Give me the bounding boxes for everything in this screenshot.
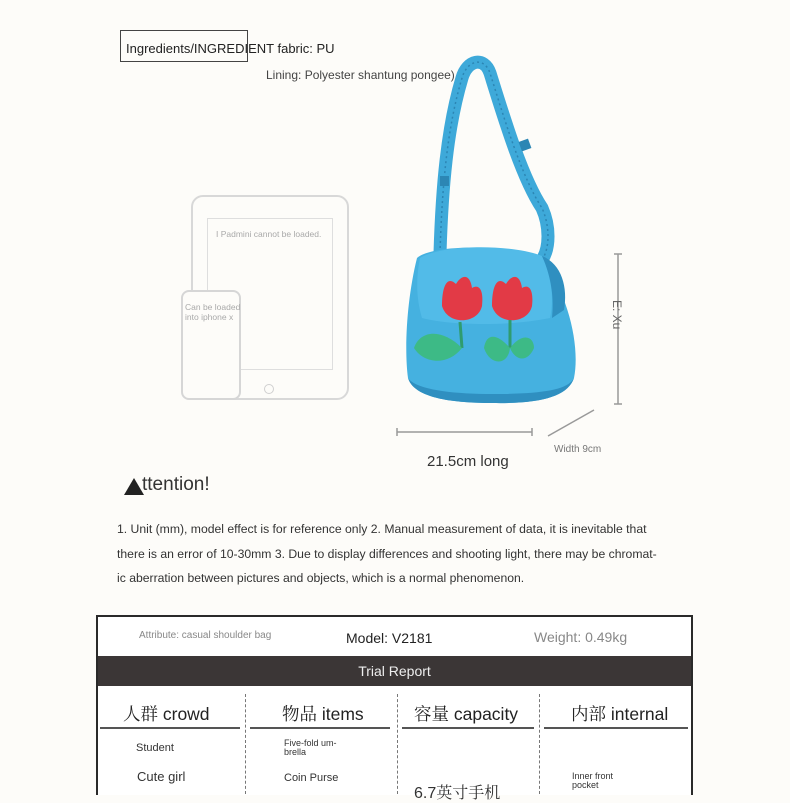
column-header-crowd: 人群 crowd (123, 704, 210, 724)
items-cell: Coin Purse (284, 772, 339, 784)
weight-text: Weight: 0.49kg (534, 629, 628, 645)
attention-title: ttention! (142, 474, 210, 495)
notice-line: there is an error of 10-30mm 3. Due to display differences and shooting light, there may be chromat- (117, 546, 657, 561)
column-header-items: 物品 items (282, 704, 364, 724)
column-header-capacity: 容量 capacity (414, 704, 519, 724)
height-label: E: Xu (610, 300, 624, 330)
ipad-load-message: I Padmini cannot be loaded. (216, 229, 322, 239)
attention-notice (117, 517, 665, 591)
phone-load-message: Can be loaded into iphone x (185, 302, 241, 322)
column-header-internal: 内部 internal (571, 704, 669, 724)
column-underline (250, 727, 390, 729)
notice-line: ic aberration between pictures and objects, which is a normal phenomenon. (117, 571, 525, 585)
crowd-cell: Cute girl (137, 769, 186, 784)
capacity-cell: 6.7英寸手机 (414, 785, 501, 802)
column-divider (397, 694, 399, 794)
trial-report-bar (98, 656, 691, 686)
trial-report-title: Trial Report (358, 663, 431, 679)
notice-line: 1. Unit (mm), model effect is for reference only 2. Manual measurement of data, it is inevitable that (117, 522, 647, 536)
width-label: Width 9cm (554, 444, 602, 455)
lining-text: Lining: Polyester shantung pongee) (266, 68, 455, 82)
internal-cell: Inner front pocket (572, 771, 614, 790)
column-underline (402, 727, 534, 729)
fabric-text: Ingredients/INGREDIENT fabric: PU (126, 41, 335, 56)
crowd-cell: Student (136, 742, 174, 754)
dimension-lines (392, 250, 632, 450)
model-text: Model: V2181 (346, 630, 433, 646)
length-label: 21.5cm long (427, 453, 509, 470)
column-divider (539, 694, 541, 794)
items-cell: Five-fold um-brella (284, 738, 337, 757)
column-divider (245, 694, 247, 794)
tablet-home-button (264, 384, 274, 394)
column-underline (100, 727, 240, 729)
attribute-text: Attribute: casual shoulder bag (139, 630, 272, 641)
column-underline (544, 727, 688, 729)
